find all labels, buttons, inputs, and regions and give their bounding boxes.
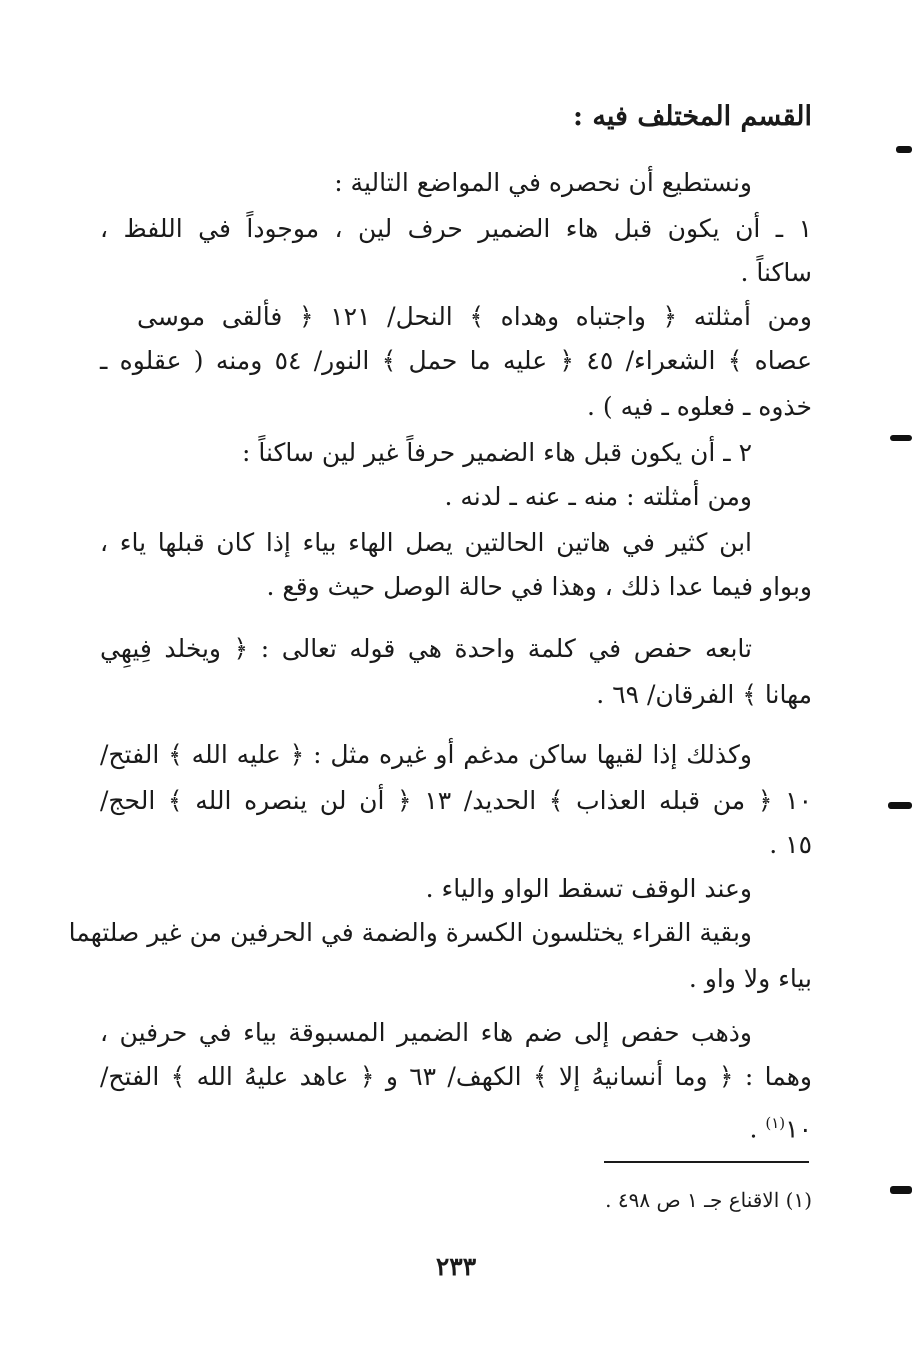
text-line: وعند الوقف تسقط الواو والياء . bbox=[425, 874, 752, 903]
footnote: (١) الاقناع جـ ١ ص ٤٩٨ . bbox=[605, 1188, 812, 1212]
text-line: ومن أمثلته ﴿ واجتباه وهداه ﴾ النحل/ ١٢١ ﴿ فألقى موسى bbox=[137, 302, 813, 331]
last-text-line bbox=[100, 1106, 812, 1146]
text-line: ٢ ـ أن يكون قبل هاء الضمير حرفاً غير لين ساكناً : bbox=[241, 438, 752, 467]
text-line: وذهب حفص إلى ضم هاء الضمير المسبوقة بياء في حرفين ، bbox=[100, 1018, 752, 1047]
text-line: ١ ـ أن يكون قبل هاء الضمير حرف لين ، موجوداً في اللفظ ، bbox=[100, 214, 812, 243]
text-line: خذوه ـ فعلوه ـ فيه ) . bbox=[587, 392, 812, 421]
text-line: وبقية القراء يختلسون الكسرة والضمة في الحرفين من غير صلتهما bbox=[68, 918, 752, 947]
text-line: ١٠ ﴿ من قبله العذاب ﴾ الحديد/ ١٣ ﴿ أن لن ينصره الله ﴾ الحج/ bbox=[100, 786, 812, 815]
page-number: ٢٣٣ bbox=[435, 1252, 477, 1281]
text-line: بياء ولا واو . bbox=[688, 964, 812, 993]
text-line: ونستطيع أن نحصره في المواضع التالية : bbox=[334, 168, 752, 197]
footnote-reference: (١) bbox=[765, 1114, 786, 1132]
text-line: وهما : ﴿ وما أنسانيهُ إلا ﴾ الكهف/ ٦٣ و ﴿ عاهد عليهُ الله ﴾ الفتح/ bbox=[100, 1062, 812, 1091]
text-line: وكذلك إذا لقيها ساكن مدغم أو غيره مثل : ﴿ عليه الله ﴾ الفتح/ bbox=[100, 740, 752, 769]
text-line: ابن كثير في هاتين الحالتين يصل الهاء بياء إذا كان قبلها ياء ، bbox=[100, 528, 752, 557]
text-line: عصاه ﴾ الشعراء/ ٤٥ ﴿ عليه ما حمل ﴾ النور/ ٥٤ ومنه ( عقلوه ـ bbox=[100, 346, 812, 375]
text-line-end: . bbox=[749, 1114, 766, 1144]
scan-edge-mark bbox=[896, 146, 912, 153]
text-line: ١٥ . bbox=[769, 830, 812, 859]
footnote-divider bbox=[604, 1161, 809, 1163]
text-line: تابعه حفص في كلمة واحدة هي قوله تعالى : ﴿ ويخلد فِيهِي bbox=[100, 634, 752, 663]
scan-edge-mark bbox=[890, 1186, 912, 1194]
scan-edge-mark bbox=[890, 435, 912, 441]
text-line: وبواو فيما عدا ذلك ، وهذا في حالة الوصل حيث وقع . bbox=[266, 572, 812, 601]
section-heading: القسم المختلف فيه : bbox=[573, 101, 812, 132]
text-line-number: ١٠ bbox=[785, 1114, 812, 1144]
text-line: مهانا ﴾ الفرقان/ ٦٩ . bbox=[596, 680, 812, 709]
text-line: ساكناً . bbox=[740, 258, 812, 287]
scan-edge-mark bbox=[888, 802, 912, 809]
text-line: ومن أمثلته : منه ـ عنه ـ لدنه . bbox=[444, 482, 752, 511]
